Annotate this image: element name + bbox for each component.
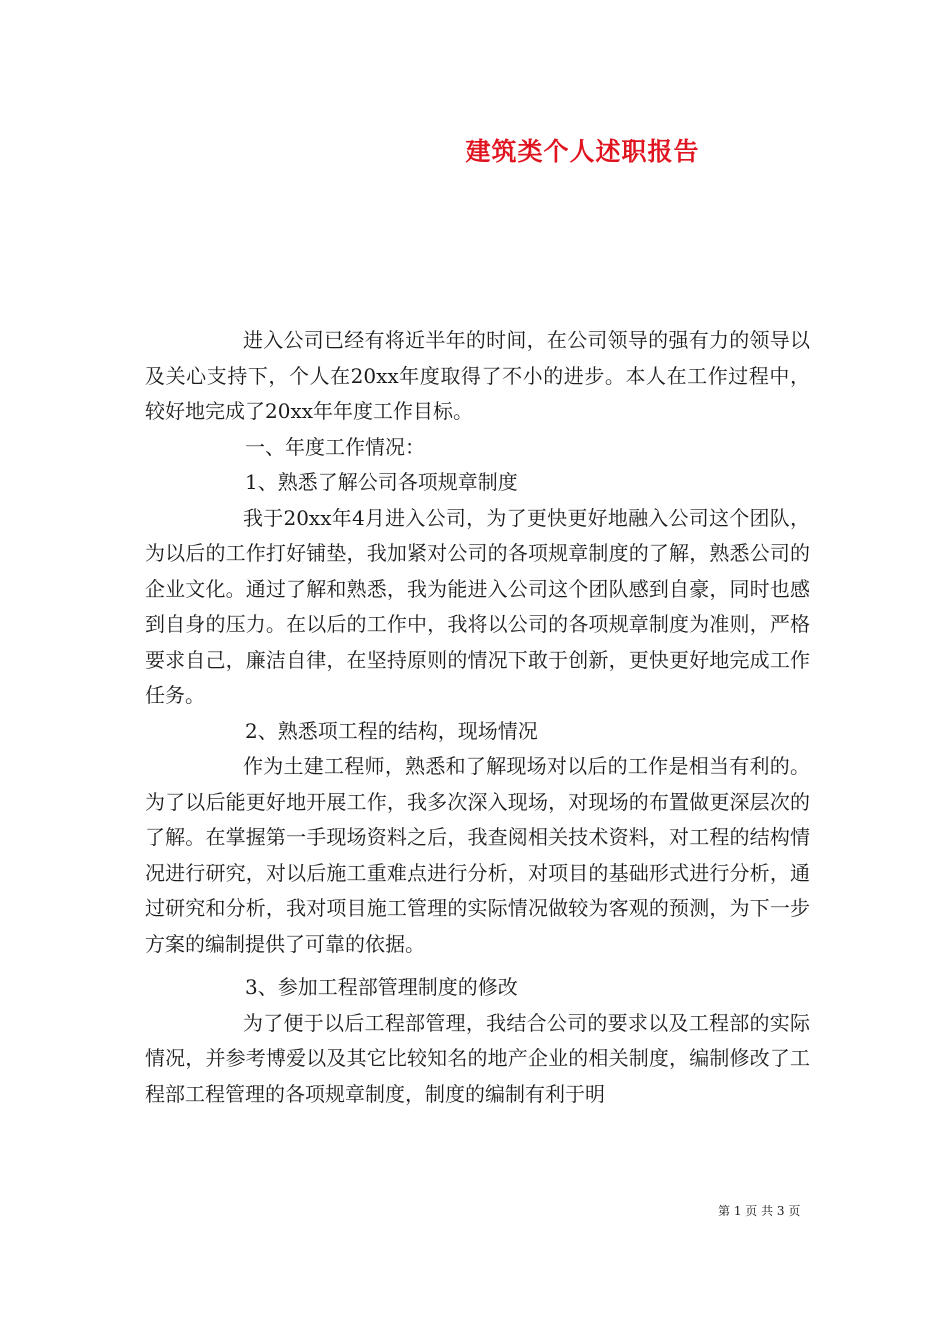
paragraph-management: 为了便于以后工程部管理，我结合公司的要求以及工程部的实际情况，并参考博爱以及其它比较知名的地产企业的相关制度，编制修改了工程部工程管理的各项规章制度，制度的编制有利于明 bbox=[145, 1010, 810, 1106]
paragraph-intro: 进入公司已经有将近半年的时间，在公司领导的强有力的领导以及关心支持下，个人在20xx年度取得了不小的进步。本人在工作过程中，较好地完成了20xx年年度工作目标。 bbox=[145, 328, 810, 423]
page-number: 第 1 页 共 3 页 bbox=[718, 1204, 801, 1218]
paragraph-rules: 我于20xx年4月进入公司，为了更快更好地融入公司这个团队，为以后的工作打好铺垫，我加紧对公司的各项规章制度的了解，熟悉公司的企业文化。通过了解和熟悉，我为能进入公司这个团队感到自豪，同时也感到自身的压力。在以后的工作中，我将以公司的各项规章制度为准则，严格要求自己，廉洁自律，在坚持原则的情况下敢于创新，更快更好地完成工作任务。 bbox=[145, 505, 810, 707]
subheading-structure: 2、熟悉项工程的结构，现场情况 bbox=[245, 718, 538, 743]
paragraph-structure: 作为土建工程师，熟悉和了解现场对以后的工作是相当有利的。为了以后能更好地开展工作，我多次深入现场，对现场的布置做更深层次的了解。在掌握第一手现场资料之后，我查阅相关技术资料，对工程的结构情况进行研究，对以后施工重难点进行分析，对项目的基础形式进行分析，通过研究和分析，我对项目施工管理的实际情况做较为客观的预测，为下一步方案的编制提供了可靠的依据。 bbox=[145, 754, 810, 956]
document-body bbox=[145, 323, 810, 1112]
subheading-management: 3、参加工程部管理制度的修改 bbox=[245, 975, 518, 999]
section-heading-annual-work: 一、年度工作情况： bbox=[245, 434, 425, 459]
document-title: 建筑类个人述职报告 bbox=[465, 137, 700, 166]
subheading-rules: 1、熟悉了解公司各项规章制度 bbox=[245, 470, 518, 494]
